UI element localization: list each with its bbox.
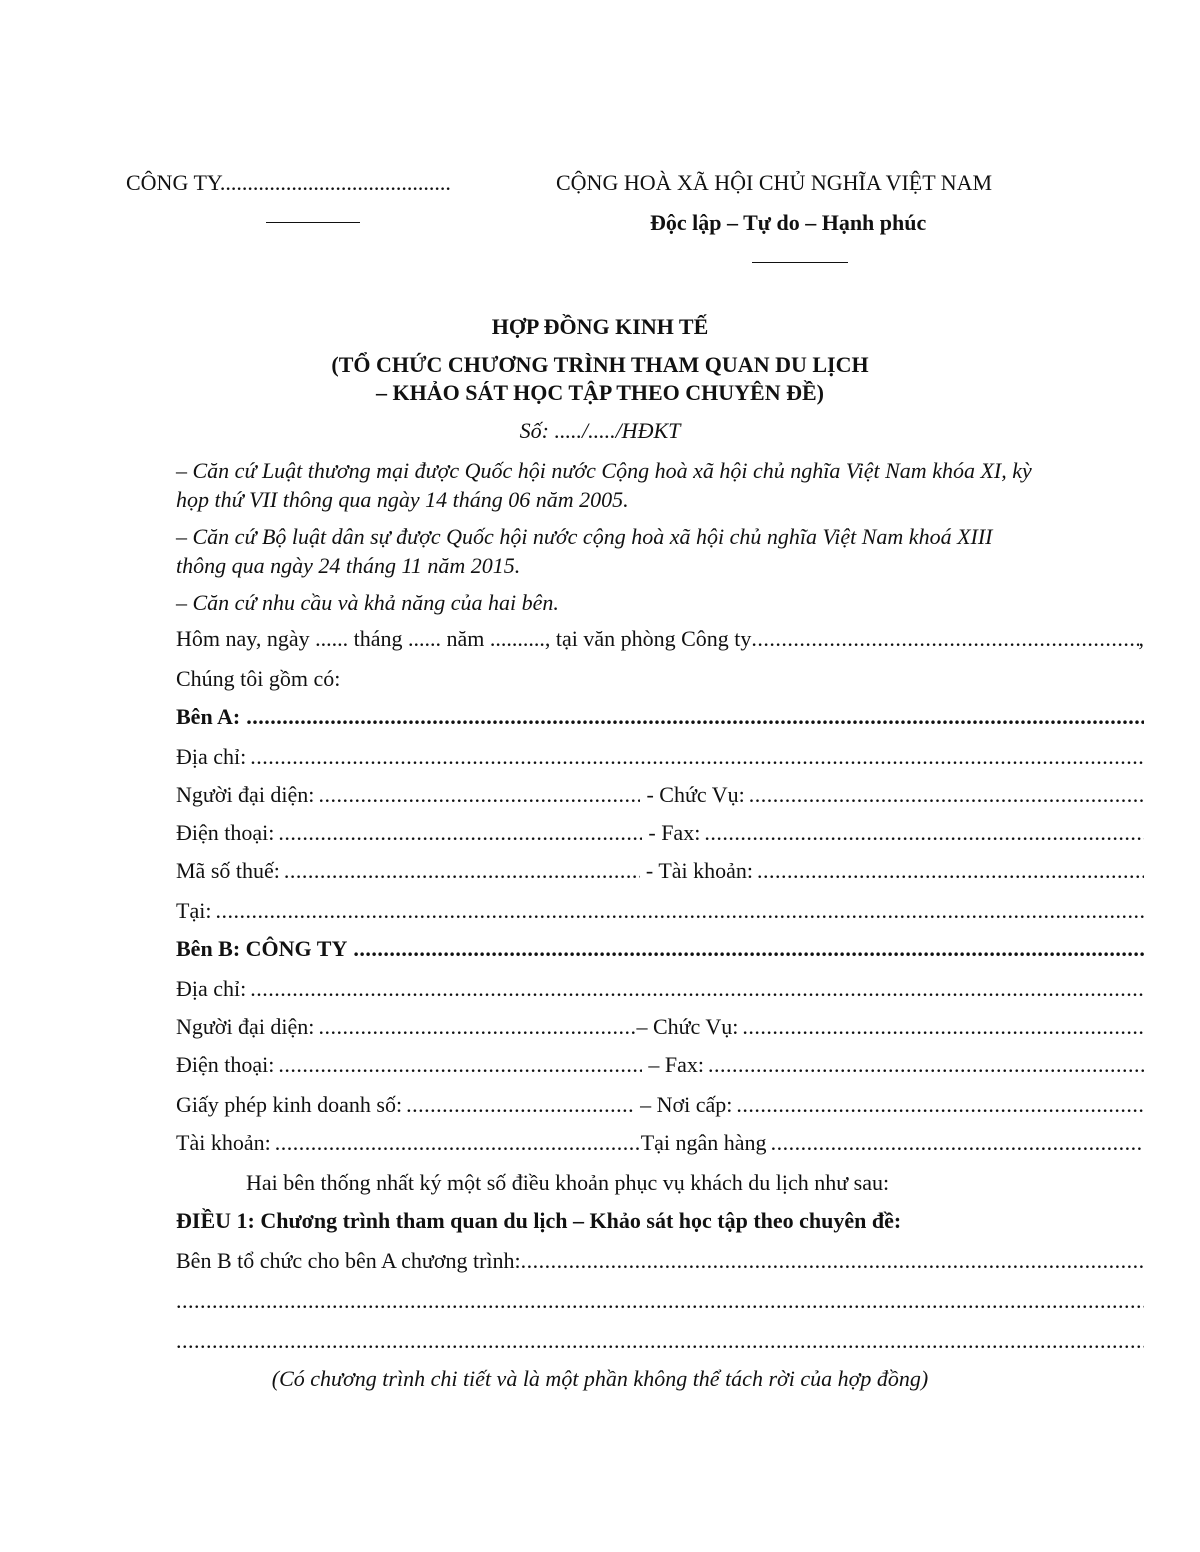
party-a-representative-field[interactable] — [318, 782, 640, 812]
basis-needs: – Căn cứ nhu cầu và khả năng của hai bên. — [176, 590, 559, 615]
party-b-representative-field[interactable] — [318, 1014, 636, 1044]
party-a-tax-field[interactable] — [284, 858, 640, 888]
party-a-tax-row: Mã số thuế: ..... - Tài khoản: ..... — [176, 858, 1144, 888]
article-1-heading: ĐIỀU 1: Chương trình tham quan du lịch – Khảo sát học tập theo chuyên đề: — [176, 1208, 902, 1233]
party-b-name-field[interactable] — [353, 936, 1144, 966]
party-a-name-field[interactable] — [246, 704, 1144, 734]
program-field-1[interactable] — [521, 1248, 1144, 1278]
party-b-phone-row: Điện thoại: ..... – Fax: ..... — [176, 1052, 1144, 1082]
party-b-position-field[interactable] — [742, 1014, 1144, 1044]
party-b-address-field[interactable] — [250, 976, 1144, 1006]
motto-underline — [752, 262, 848, 263]
party-b-account-field[interactable] — [275, 1130, 641, 1160]
party-b-representative-row: Người đại diện: ..... – Chức Vụ: ..... — [176, 1014, 1144, 1044]
party-a-phone-row: Điện thoại: ..... - Fax: ..... — [176, 820, 1144, 850]
basis-civil-code: – Căn cứ Bộ luật dân sự được Quốc hội nước cộng hoà xã hội chủ nghĩa Việt Nam khoá XIII thông qua ngày 24 tháng 11 năm 2015. — [176, 524, 993, 578]
article-1-program-row-3 — [176, 1328, 1144, 1358]
party-b-license-row: Giấy phép kinh doanh số: ..... – Nơi cấp: ..... — [176, 1092, 1144, 1122]
party-b-issued-at-field[interactable] — [736, 1092, 1144, 1122]
program-field-2[interactable] — [176, 1288, 1144, 1318]
party-b-fax-field[interactable] — [708, 1052, 1144, 1082]
contract-title: HỢP ĐỒNG KINH TẾ — [491, 314, 709, 339]
company-name: CÔNG TY.......................................... — [126, 170, 451, 195]
party-b-account-row: Tài khoản: ..... Tại ngân hàng ..... — [176, 1130, 1144, 1160]
party-b-address-row: Địa chỉ: ..... — [176, 976, 1144, 1006]
party-b-phone-field[interactable] — [278, 1052, 642, 1082]
program-field-3[interactable] — [176, 1328, 1144, 1358]
party-a-account-field[interactable] — [757, 858, 1144, 888]
agreement-text: Hai bên thống nhất ký một số điều khoản phục vụ khách du lịch như sau: — [246, 1170, 890, 1195]
contract-subtitle-line2: – KHẢO SÁT HỌC TẬP THEO CHUYÊN ĐỀ) — [375, 380, 825, 405]
party-a-phone-field[interactable] — [278, 820, 642, 850]
party-a-at-field[interactable] — [215, 898, 1144, 928]
party-b-label: Bên B: CÔNG TY — [176, 936, 348, 961]
party-a-at-row: Tại: ..... — [176, 898, 1144, 928]
today-line: Hôm nay, ngày ...... tháng ...... năm .........., tại văn phòng Công ty ..... , — [176, 626, 1144, 656]
we-include: Chúng tôi gồm có: — [176, 666, 341, 691]
company-underline — [266, 222, 360, 223]
party-a-fax-field[interactable] — [704, 820, 1144, 850]
party-b-bank-field[interactable] — [771, 1130, 1144, 1160]
party-a-row — [176, 704, 1144, 734]
article-1-program-row-2 — [176, 1288, 1144, 1318]
party-a-label: Bên A: — [176, 704, 241, 729]
contract-subtitle-line1: (TỔ CHỨC CHƯƠNG TRÌNH THAM QUAN DU LỊCH — [331, 352, 869, 377]
party-b-license-field[interactable] — [406, 1092, 634, 1122]
article-1-program-row: Bên B tổ chức cho bên A chương trình: ..... — [176, 1248, 1144, 1278]
party-a-address-row: Địa chỉ: ..... — [176, 744, 1144, 774]
party-b-row — [176, 936, 1144, 966]
nation-motto: Độc lập – Tự do – Hạnh phúc — [650, 210, 927, 235]
article-1-note: (Có chương trình chi tiết và là một phần không thể tách rời của hợp đồng) — [271, 1366, 929, 1391]
party-a-position-field[interactable] — [749, 782, 1144, 812]
party-a-address-field[interactable] — [250, 744, 1144, 774]
party-a-representative-row: Người đại diện: ..... - Chức Vụ: ..... — [176, 782, 1144, 812]
nation-title: CỘNG HOÀ XÃ HỘI CHỦ NGHĨA VIỆT NAM — [556, 170, 993, 195]
contract-number: Số: ...../...../HĐKT — [519, 418, 681, 443]
basis-commercial-law: – Căn cứ Luật thương mại được Quốc hội nước Cộng hoà xã hội chủ nghĩa Việt Nam khóa XI, kỳ họp thứ VII thông qua ngày 14 tháng 06 năm 2005. — [176, 458, 1032, 512]
